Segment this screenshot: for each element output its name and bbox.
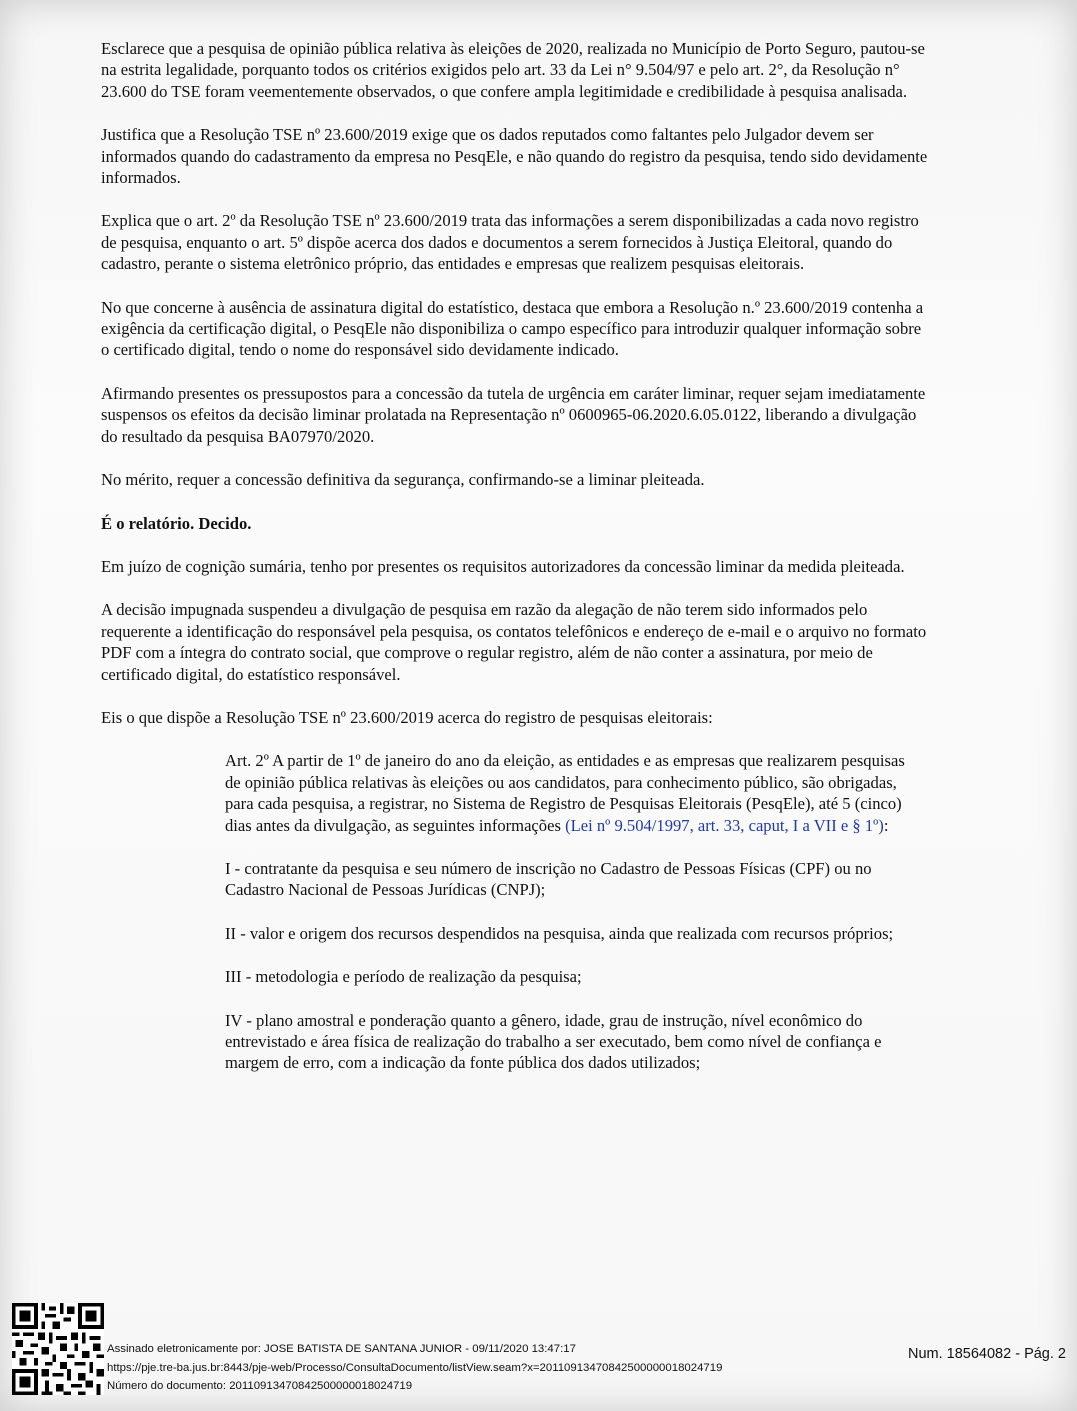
- legal-quote: [225, 750, 905, 1073]
- paragraph-7: Em juízo de cognição sumária, tenho por presentes os requisitos autorizadores da concessão liminar da medida pleiteada.: [101, 556, 905, 576]
- article-2-text: Art. 2º A partir de 1º de janeiro do ano da eleição, as entidades e as empresas que realizarem pesquisas de opinião pública relativas às eleições ou aos candidatos, para conhecimento público, são obrigadas, para cada pesquisa, a registrar, no Sistema de Registro de Pesquisas Eleitorais (PesqEle), até 5 (cinco) dias antes da divulgação, as seguintes informações: [225, 751, 905, 835]
- paragraph-4: No que concerne à ausência de assinatura digital do estatístico, destaca que embora a Resolução n.º 23.600/2019 contenha a exigência da certificação digital, o PesqEle não disponibiliza o campo específico para introduzir qualquer informação sobre o certificado digital, tendo o nome do responsável sido devidamente indicado.: [101, 297, 924, 360]
- qr-code-icon: [12, 1303, 104, 1395]
- signature-footer: [12, 1303, 1072, 1398]
- document-number: Número do documento: 20110913470842500000018024719: [107, 1380, 413, 1392]
- paragraph-6: No mérito, requer a concessão definitiva da segurança, confirmando-se a liminar pleiteada.: [101, 470, 705, 490]
- item-iii: III - metodologia e período de realização da pesquisa;: [225, 967, 582, 987]
- item-iv: IV - plano amostral e ponderação quanto a gênero, idade, grau de instrução, nível econômico do entrevistado e área física de realização do trabalho a ser executado, bem como nível de confiança e margem de erro, com a indicação da fonte pública dos dados utilizados;: [225, 1010, 882, 1073]
- article-2-end: :: [883, 815, 889, 835]
- report-heading: É o relatório. Decido.: [101, 513, 252, 533]
- item-i: I - contratante da pesquisa e seu número de inscrição no Cadastro de Pessoas Físicas (CPF) ou no Cadastro Nacional de Pessoas Jurídicas (CNPJ);: [225, 858, 872, 900]
- signature-info: [107, 1340, 722, 1396]
- document-url[interactable]: https://pje.tre-ba.jus.br:8443/pje-web/Processo/ConsultaDocumento/listView.seam?x=20110913470842500000018024719: [107, 1361, 723, 1374]
- paragraph-8: A decisão impugnada suspendeu a divulgação de pesquisa em razão da alegação de não terem sido informados pelo requerente a identificação do responsável pela pesquisa, os contatos telefônicos e endereço de e-mail e o arquivo no formato PDF com a íntegra do contrato social, que comprove o regular registro, além de não conter a assinatura, por meio de certificado digital, do estatístico responsável.: [101, 600, 927, 684]
- paragraph-2: Justifica que a Resolução TSE nº 23.600/2019 exige que os dados reputados como faltantes pelo Julgador devem ser informados quando do cadastramento da empresa no PesqEle, e não quando do registro da pesquisa, tendo sido devidamente informados.: [101, 125, 928, 188]
- paragraph-9: Eis o que dispõe a Resolução TSE nº 23.600/2019 acerca do registro de pesquisas eleitorais:: [101, 707, 713, 727]
- article-2: [225, 750, 905, 836]
- page-number: Num. 18564082 - Pág. 2: [908, 1346, 1066, 1362]
- paragraph-3: Explica que o art. 2º da Resolução TSE nº 23.600/2019 trata das informações a serem disponibilizadas a cada novo registro de pesquisa, enquanto o art. 5º dispõe acerca dos dados e documentos a serem fornecidos à Justiça Eleitoral, quando do cadastro, perante o sistema eletrônico próprio, das entidades e empresas que realizem pesquisas eleitorais.: [101, 211, 919, 274]
- signed-by: Assinado eletronicamente por: JOSE BATISTA DE SANTANA JUNIOR - 09/11/2020 13:47:17: [107, 1343, 576, 1355]
- item-ii: II - valor e origem dos recursos despendidos na pesquisa, ainda que realizada com recursos próprios;: [225, 923, 894, 943]
- law-reference-link[interactable]: (Lei nº 9.504/1997, art. 33, caput, I a VII e § 1º): [565, 815, 884, 835]
- paragraph-5: Afirmando presentes os pressupostos para a concessão da tutela de urgência em caráter liminar, requer sejam imediatamente suspensos os efeitos da decisão liminar prolatada na Representação nº 0600965-06.2020.6.05.0122, liberando a divulgação do resultado da pesquisa BA07970/2020.: [101, 383, 926, 446]
- document-body: [101, 38, 931, 1096]
- paragraph-1: Esclarece que a pesquisa de opinião pública relativa às eleições de 2020, realizada no Município de Porto Seguro, pautou-se na estrita legalidade, porquanto todos os critérios exigidos pelo art. 33 da Lei n° 9.504/97 e pelo art. 2°, da Resolução n° 23.600 do TSE foram veementemente observados, o que confere ampla legitimidade e credibilidade à pesquisa analisada.: [101, 39, 925, 101]
